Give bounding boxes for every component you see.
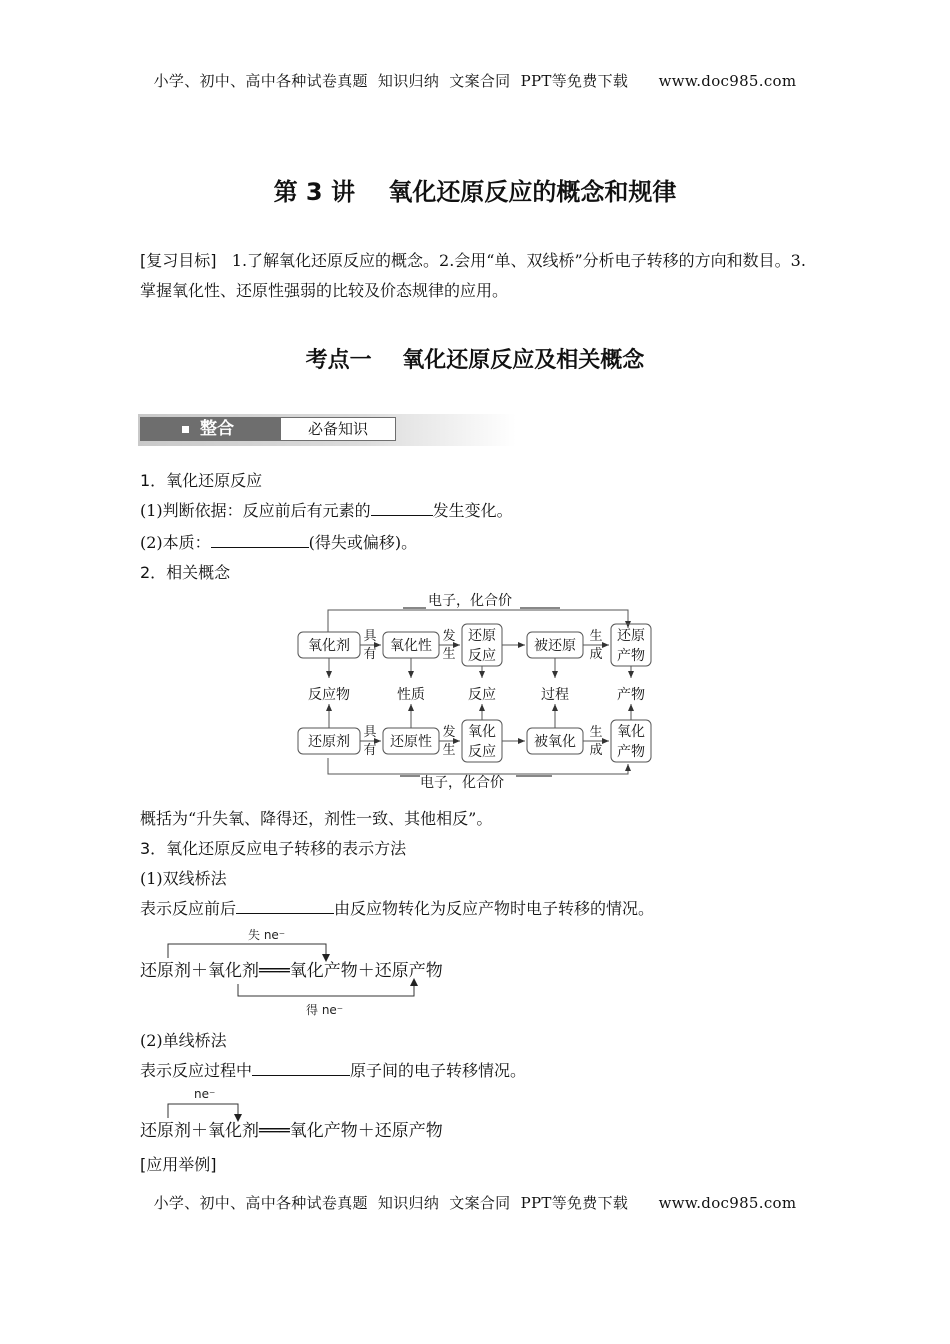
mid-reactant: 反应物 <box>308 687 350 703</box>
svg-text:有: 有 <box>363 647 377 662</box>
single-label: (2)单线桥法 <box>140 1031 227 1050</box>
svg-text:成: 成 <box>589 647 603 662</box>
svg-text:具: 具 <box>363 629 377 644</box>
page-header: 小学、初中、高中各种试卷真题 知识归纳 文案合同 PPT等免费下载 www.doc985.com <box>153 72 797 90</box>
box-reduction-reaction-2: 反应 <box>468 648 496 664</box>
box-reduced: 被还原 <box>534 638 576 654</box>
box-oxidant: 氧化剂 <box>308 638 350 654</box>
single-equation: 还原剂＋氧化剂═══氧化产物＋还原产物 <box>140 1121 443 1141</box>
box-reductant: 还原剂 <box>308 734 350 750</box>
box-oxidation-product-1: 氧化 <box>617 724 645 740</box>
double-bridge-diagram <box>138 924 478 1020</box>
page-title: 第 3 讲 氧化还原反应的概念和规律 <box>273 178 677 206</box>
review-goals <box>140 246 820 306</box>
single-bridge-diagram <box>138 1084 478 1148</box>
double-label: (1)双线桥法 <box>140 869 227 888</box>
svg-text:生: 生 <box>589 725 603 740</box>
example-label: [应用举例] <box>140 1155 217 1174</box>
answer-blank[interactable] <box>252 1061 350 1076</box>
diagram-bottom-label: 电子，化合价 <box>420 775 504 791</box>
mid-property: 性质 <box>397 687 425 703</box>
svg-text:生: 生 <box>442 743 456 758</box>
square-bullet-icon <box>182 426 189 433</box>
single-top-label: ne⁻ <box>194 1087 216 1101</box>
section-banner <box>138 414 516 446</box>
double-top-label: 失 ne⁻ <box>248 928 286 942</box>
svg-text:生: 生 <box>589 629 603 644</box>
box-reduction-product-2: 产物 <box>617 648 645 664</box>
box-reduction-reaction-1: 还原 <box>468 628 496 644</box>
summary: 概括为“升失氧、降得还，剂性一致、其他相反”。 <box>140 809 493 828</box>
diagram-top-label: 电子，化合价 <box>428 593 512 609</box>
section-title: 考点一 氧化还原反应及相关概念 <box>305 348 645 373</box>
svg-text:发: 发 <box>442 725 456 740</box>
banner-right: 必备知识 <box>280 417 396 441</box>
mid-reaction: 反应 <box>468 687 496 703</box>
banner-left: 整合 <box>140 417 280 441</box>
svg-text:发: 发 <box>442 629 456 644</box>
answer-blank[interactable] <box>211 533 309 548</box>
heading-3: 3．氧化还原反应电子转移的表示方法 <box>140 839 407 858</box>
line-1: (1)判断依据：反应前后有元素的 发生变化。 <box>140 501 513 520</box>
box-oxidized: 被氧化 <box>534 734 576 750</box>
double-text: 表示反应前后 由反应物转化为反应产物时电子转移的情况。 <box>140 899 655 918</box>
page-footer: 小学、初中、高中各种试卷真题 知识归纳 文案合同 PPT等免费下载 www.doc985.com <box>153 1194 797 1212</box>
goal-tag: [复习目标] <box>140 251 217 270</box>
mid-process: 过程 <box>541 687 569 703</box>
heading-2: 2．相关概念 <box>140 563 231 582</box>
answer-blank[interactable] <box>371 501 433 516</box>
svg-text:生: 生 <box>442 647 456 662</box>
single-text: 表示反应过程中 原子间的电子转移情况。 <box>140 1061 527 1080</box>
box-reducing: 还原性 <box>390 734 432 750</box>
svg-text:具: 具 <box>363 725 377 740</box>
goal-text: 1.了解氧化还原反应的概念。2.会用“单、双线桥”分析电子转移的方向和数目。3.掌握氧化性、还原性强弱的比较及价态规律的应用。 <box>140 251 806 300</box>
box-oxidation-reaction-1: 氧化 <box>468 724 496 740</box>
box-oxidation-reaction-2: 反应 <box>468 744 496 760</box>
box-oxidizing: 氧化性 <box>390 638 432 654</box>
line-2: (2)本质： (得失或偏移)。 <box>140 533 418 552</box>
answer-blank[interactable] <box>236 899 334 914</box>
double-bottom-label: 得 ne⁻ <box>306 1003 344 1017</box>
box-reduction-product-1: 还原 <box>617 628 645 644</box>
svg-text:有: 有 <box>363 743 377 758</box>
heading-1: 1．氧化还原反应 <box>140 471 263 490</box>
concept-diagram <box>290 588 660 798</box>
svg-text:成: 成 <box>589 743 603 758</box>
mid-product: 产物 <box>617 687 645 703</box>
double-equation: 还原剂＋氧化剂═══氧化产物＋还原产物 <box>140 961 443 981</box>
box-oxidation-product-2: 产物 <box>617 744 645 760</box>
